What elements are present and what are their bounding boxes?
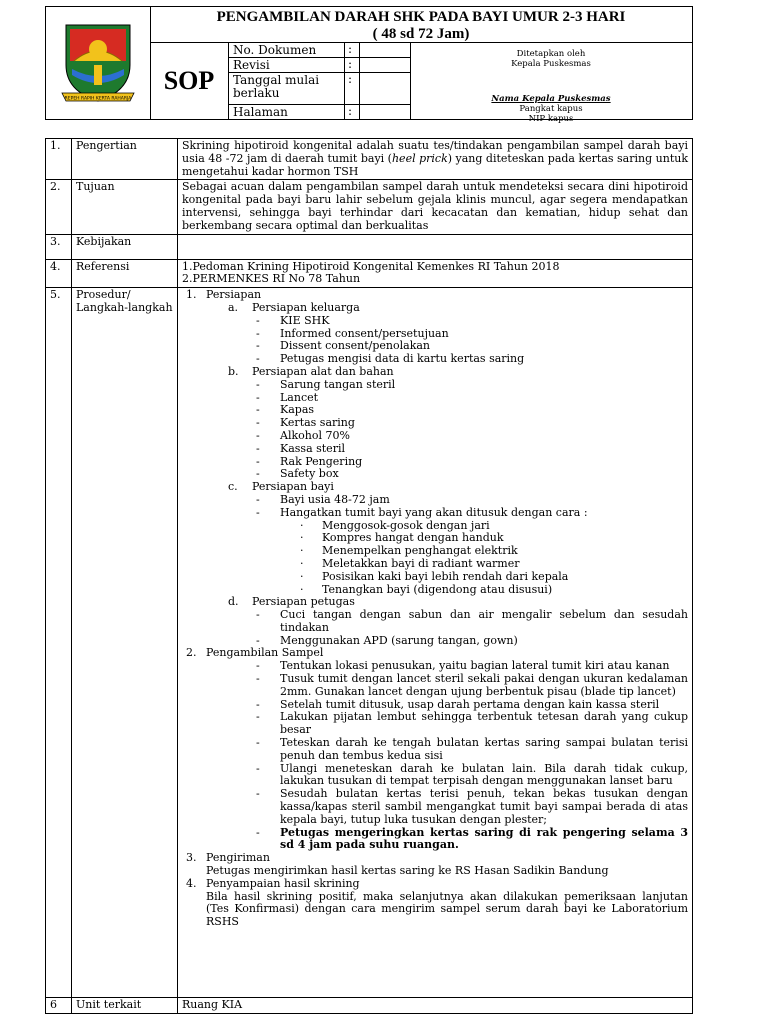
heel-prick-term: heel prick <box>391 151 448 165</box>
unit-text: Ruang KIA <box>178 998 693 1014</box>
list-item-text: Petugas mengeringkan kertas saring di rak pengering selama 3 sd 4 jam pada suhu ruangan. <box>280 825 688 852</box>
list-item-text: Alkohol 70% <box>280 428 350 442</box>
list-item-text: Tusuk tumit dengan lancet steril sekali pakai dengan ukuran kedalaman 2mm. Gunakan lancet dengan ujung berbentuk pisau (blade tip lancet) <box>280 672 688 698</box>
bullet-marker: - <box>256 339 260 353</box>
list-item-text: Rak Pengering <box>280 454 363 468</box>
row-referensi <box>46 259 693 288</box>
step-text: Petugas mengirimkan hasil kertas saring ke RS Hasan Sadikin Bandung <box>206 864 609 878</box>
row-label: Tujuan <box>72 180 178 234</box>
list-item <box>182 827 688 853</box>
prosedur-content <box>178 288 693 998</box>
referensi-item: 2.PERMENKES RI No 78 Tahun <box>182 272 361 286</box>
list-item <box>182 379 688 392</box>
substep-bayi: c. Persiapan bayi <box>228 480 334 494</box>
step-title: Pengambilan Sampel <box>206 646 324 660</box>
list-item-text: Posisikan kaki bayi lebih rendah dari kepala <box>322 569 569 583</box>
bullet-marker: - <box>256 313 260 327</box>
bullet-marker: - <box>256 710 260 724</box>
title-line-2: ( 48 sd 72 Jam) <box>372 26 470 42</box>
list-item-text: Kassa steril <box>280 441 345 455</box>
bullet-marker: - <box>256 492 260 506</box>
list-item-text: Meletakkan bayi di radiant warmer <box>322 556 520 570</box>
sign-nip: NIP kapus <box>528 114 574 124</box>
list-item-text: Menggunakan APD (sarung tangan, gown) <box>280 633 518 647</box>
list-item-text: Sarung tangan steril <box>280 377 396 391</box>
list-item-text: Cuci tangan dengan sabun dan air mengalir sebelum dan sesudah tindakan <box>280 608 688 634</box>
sop-header <box>45 6 693 124</box>
bullet-marker: · <box>300 518 304 532</box>
bullet-marker: · <box>300 569 304 583</box>
row-unit-terkait <box>46 998 693 1014</box>
list-item-text: Tentukan lokasi penusukan, yaitu bagian lateral tumit kiri atau kanan <box>280 659 670 673</box>
row-tujuan <box>46 180 693 234</box>
meta-colon: : <box>344 105 360 120</box>
bullet-marker: - <box>256 787 260 801</box>
bullet-marker: · <box>300 582 304 596</box>
meta-colon: : <box>344 58 360 72</box>
bullet-marker: - <box>256 761 260 775</box>
bullet-marker: - <box>256 608 260 622</box>
list-item-text: Informed consent/persetujuan <box>280 326 449 340</box>
sop-content-table <box>45 138 693 1014</box>
list-item-text: Kompres hangat dengan handuk <box>322 531 504 545</box>
document-meta <box>228 43 411 119</box>
referensi-item: 1.Pedoman Krining Hipotiroid Kongenital Kemenkes RI Tahun 2018 <box>182 259 560 273</box>
list-item <box>182 609 688 635</box>
bullet-marker: - <box>256 672 260 686</box>
step-penyampaian: 4. Penyampaian hasil skrining Bila hasil skrining positif, maka selanjutnya akan dilakukan pemeriksaan lanjutan (Tes Konfirmasi) dengan cara mengirim sampel serum darah bayi ke Laboratorium RSHS <box>182 878 688 929</box>
row-number: 2. <box>46 180 72 234</box>
document-title <box>150 7 692 43</box>
meta-row-tanggal <box>228 73 410 105</box>
tujuan-text: Sebagai acuan dalam pengambilan sampel darah untuk mendeteksi secara dini hipotiroid kongenital pada bayi baru lahir sebelum gejala klinis muncul, agar segera mendapatkan intervensi, sehingga bayi terhindar dari kecacatan dan kematian, hidup sehat dan berkembang secara optimal dan berkualitas <box>178 180 693 234</box>
row-label: Pengertian <box>72 139 178 180</box>
list-item <box>182 673 688 699</box>
sign-line-2: Kepala Puskesmas <box>511 59 591 69</box>
list-item <box>182 763 688 789</box>
list-item <box>182 788 688 826</box>
row-number: 5. <box>46 288 72 998</box>
kebijakan-text <box>178 234 693 259</box>
bullet-marker: - <box>256 352 260 366</box>
regency-logo-icon <box>60 21 136 107</box>
pengertian-text: Skrining hipotiroid kongenital adalah suatu tes/tindakan pengambilan sampel darah bayi usia 48 -72 jam di daerah tumit bayi (heel prick) yang diteteskan pada kertas saring untuk mengetahui kadar hormon TSH <box>178 139 693 180</box>
list-item-text: Bayi usia 48-72 jam <box>280 492 390 506</box>
bullet-marker: - <box>256 377 260 391</box>
bullet-marker: · <box>300 544 304 558</box>
step-pengiriman: 3. Pengiriman Petugas mengirimkan hasil kertas saring ke RS Hasan Sadikin Bandung <box>182 852 688 878</box>
title-line-1: PENGAMBILAN DARAH SHK PADA BAYI UMUR 2-3 HARI <box>216 9 626 25</box>
list-item <box>182 315 688 328</box>
list-item-text: Lancet <box>280 390 319 404</box>
sign-line-1: Ditetapkan oleh <box>516 49 586 59</box>
meta-label: Halaman <box>233 105 288 119</box>
bullet-marker: - <box>256 441 260 455</box>
logo-motto: REPEH RAPIH KERTA RAHARJA <box>64 96 132 102</box>
meta-row-halaman <box>228 105 410 120</box>
signature-block <box>410 43 692 124</box>
row-kebijakan <box>46 234 693 259</box>
list-item-text: Petugas mengisi data di kartu kertas saring <box>280 352 525 366</box>
list-item <box>182 711 688 737</box>
step-pengambilan: 2. Pengambilan Sampel <box>182 647 688 660</box>
sign-rank: Pangkat kapus <box>519 104 583 114</box>
step-text: Bila hasil skrining positif, maka selanjutnya akan dilakukan pemeriksaan lanjutan (Tes Konfirmasi) dengan cara mengirim sampel serum darah bayi ke Laboratorium RSHS <box>206 889 688 929</box>
row-label: Kebijakan <box>72 234 178 259</box>
list-item-text: Tenangkan bayi (digendong atau disusui) <box>322 582 553 596</box>
list-item-text: Setelah tumit ditusuk, usap darah pertama dengan kain kassa steril <box>280 697 660 711</box>
substep-alat: b. Persiapan alat dan bahan <box>228 364 394 378</box>
list-item <box>182 737 688 763</box>
meta-row-revisi <box>228 58 410 73</box>
list-item-text: Kapas <box>280 403 315 417</box>
meta-label: Revisi <box>233 58 270 72</box>
bullet-marker: - <box>256 825 260 839</box>
row-number: 6 <box>46 998 72 1014</box>
list-item-text: Lakukan pijatan lembut sehingga terbentuk tetesan darah yang cukup besar <box>280 710 688 737</box>
bullet-marker: - <box>256 454 260 468</box>
bullet-marker: - <box>256 416 260 430</box>
bullet-marker: - <box>256 428 260 442</box>
bullet-marker: - <box>256 467 260 481</box>
row-label: Prosedur/ Langkah-langkah <box>72 288 178 998</box>
sop-label: SOP <box>150 43 229 119</box>
meta-colon: : <box>344 73 360 104</box>
meta-label: No. Dokumen <box>233 43 317 57</box>
row-pengertian <box>46 139 693 180</box>
row-number: 4. <box>46 259 72 288</box>
list-item-text: KIE SHK <box>280 313 330 327</box>
list-item-text: Hangatkan tumit bayi yang akan ditusuk dengan cara : <box>280 505 588 519</box>
step-persiapan: 1. Persiapan <box>182 289 688 302</box>
row-number: 1. <box>46 139 72 180</box>
row-number: 3. <box>46 234 72 259</box>
row-prosedur <box>46 288 693 998</box>
bullet-marker: - <box>256 659 260 673</box>
step-title: Persiapan <box>206 288 262 302</box>
list-item <box>182 545 688 558</box>
list-item-text: Dissent consent/penolakan <box>280 339 431 353</box>
list-item-text: Sesudah bulatan kertas terisi penuh, tekan bekas tusukan dengan kassa/kapas steril sambil mengangkat tumit bayi sampai berada di atas kepala bayi, tutup luka tusukan dengan plester; <box>280 787 688 826</box>
bullet-marker: - <box>256 505 260 519</box>
step-title: Pengiriman <box>206 851 270 865</box>
list-item <box>182 494 688 507</box>
list-item <box>182 558 688 571</box>
list-item-text: Safety box <box>280 467 339 481</box>
referensi-list <box>178 259 693 288</box>
sign-name: Nama Kepala Puskesmas <box>491 94 611 104</box>
substep-keluarga: a. Persiapan keluarga <box>228 300 360 314</box>
step-title: Penyampaian hasil skrining <box>206 876 360 890</box>
bullet-marker: - <box>256 390 260 404</box>
row-label: Unit terkait <box>72 998 178 1014</box>
bullet-marker: - <box>256 633 260 647</box>
list-item <box>182 430 688 443</box>
bullet-marker: · <box>300 556 304 570</box>
bullet-marker: - <box>256 326 260 340</box>
list-item <box>182 443 688 456</box>
list-item-text: Ulangi meneteskan darah ke bulatan lain. Bila darah tidak cukup, lakukan tusukan di tempat terpisah dengan menggunakan lanset baru <box>280 761 688 788</box>
bullet-marker: · <box>300 531 304 545</box>
list-item-text: Menggosok-gosok dengan jari <box>322 518 490 532</box>
bullet-marker: - <box>256 697 260 711</box>
bullet-marker: - <box>256 403 260 417</box>
meta-colon: : <box>344 43 360 57</box>
logo-cell <box>46 7 151 119</box>
list-item-text: Kertas saring <box>280 416 355 430</box>
meta-row-no-dokumen <box>228 43 410 58</box>
list-item-text: Menempelkan penghangat elektrik <box>322 544 518 558</box>
meta-label: Tanggal mulai berlaku <box>233 73 320 100</box>
substep-petugas: d. Persiapan petugas <box>228 595 355 609</box>
list-item <box>182 571 688 584</box>
list-item <box>182 507 688 520</box>
bullet-marker: - <box>256 736 260 750</box>
list-item-text: Teteskan darah ke tengah bulatan kertas saring sampai bulatan terisi penuh dan tembus kedua sisi <box>280 736 688 762</box>
row-label: Referensi <box>72 259 178 288</box>
